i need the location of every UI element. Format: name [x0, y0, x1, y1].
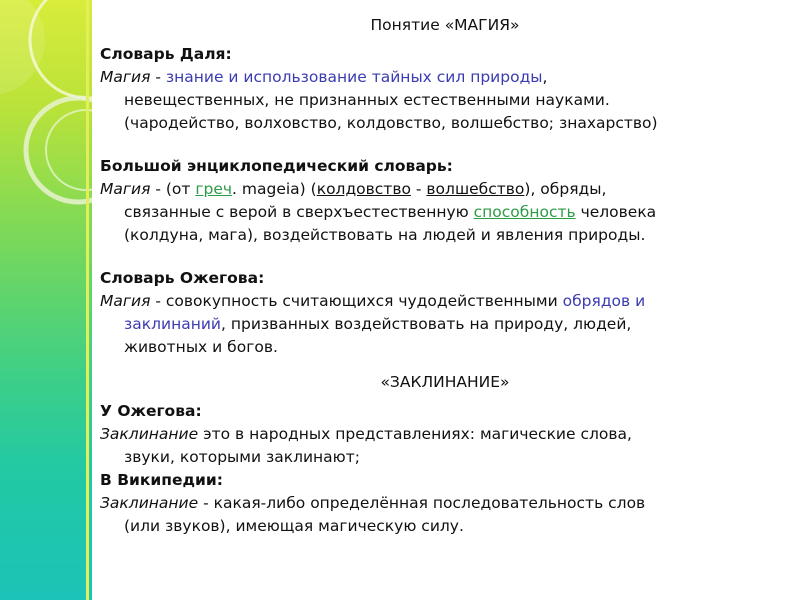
bes-heading: Большой энциклопедический словарь:	[100, 157, 453, 175]
ozhegov-definition: Магия - совокупность считающихся чудодейственными обрядов и заклинаний, призванных воздействовать на природу, людей, животных и богов.	[100, 292, 646, 356]
divider-line	[86, 0, 89, 600]
decorative-sidebar	[0, 0, 92, 600]
page-title: Понятие «МАГИЯ»	[370, 16, 520, 34]
wiki-term: Заклинание	[100, 494, 199, 512]
bes-definition: Магия - (от греч. mageia) (колдовство - волшебство), обряды, связанные с верой в сверхъестественную способность человека (колдуна, мага), воздействовать на людей и явления природы.	[100, 180, 657, 244]
ozhegov-term: Магия	[100, 292, 151, 310]
ozhegov2-section	[100, 400, 790, 469]
wiki-definition: Заклинание - какая-либо определённая последовательность слов (или звуков), имеющая магическую силу.	[100, 494, 646, 535]
bes-section	[100, 155, 790, 247]
wiki-section	[100, 469, 790, 538]
wiki-heading: В Википедии:	[100, 471, 223, 489]
dal-heading: Словарь Даля:	[100, 45, 232, 63]
dal-definition: Магия - знание и использование тайных сил природы, невещественных, не признанных естественными науками. (чародейство, волховство, колдовство, волшебство; знахарство)	[100, 68, 658, 132]
ozhegov-blue-1: обрядов и	[562, 292, 646, 310]
decorative-circles	[0, 0, 92, 600]
ozhegov2-term: Заклинание	[100, 425, 199, 443]
ozhegov-blue-2: заклинаний	[124, 315, 221, 333]
ozhegov2-definition: Заклинание это в народных представлениях: магические слова, звуки, которыми заклинают;	[100, 425, 632, 466]
dal-section	[100, 43, 790, 135]
link-volshebstvo[interactable]: волшебство	[426, 180, 525, 198]
ozhegov-heading: Словарь Ожегова:	[100, 269, 265, 287]
link-grech[interactable]: греч	[195, 180, 233, 198]
link-sposobnost[interactable]: способность	[473, 203, 576, 221]
ozhegov-section	[100, 267, 790, 359]
bes-term: Магия	[100, 180, 151, 198]
subtitle: «ЗАКЛИНАНИЕ»	[380, 373, 510, 391]
dal-def-blue: знание и использование тайных сил природы	[165, 68, 543, 86]
ozhegov2-heading: У Ожегова:	[100, 402, 202, 420]
slide-content	[100, 14, 790, 538]
dal-term: Магия	[100, 68, 151, 86]
link-koldovstvo[interactable]: колдовство	[316, 180, 411, 198]
